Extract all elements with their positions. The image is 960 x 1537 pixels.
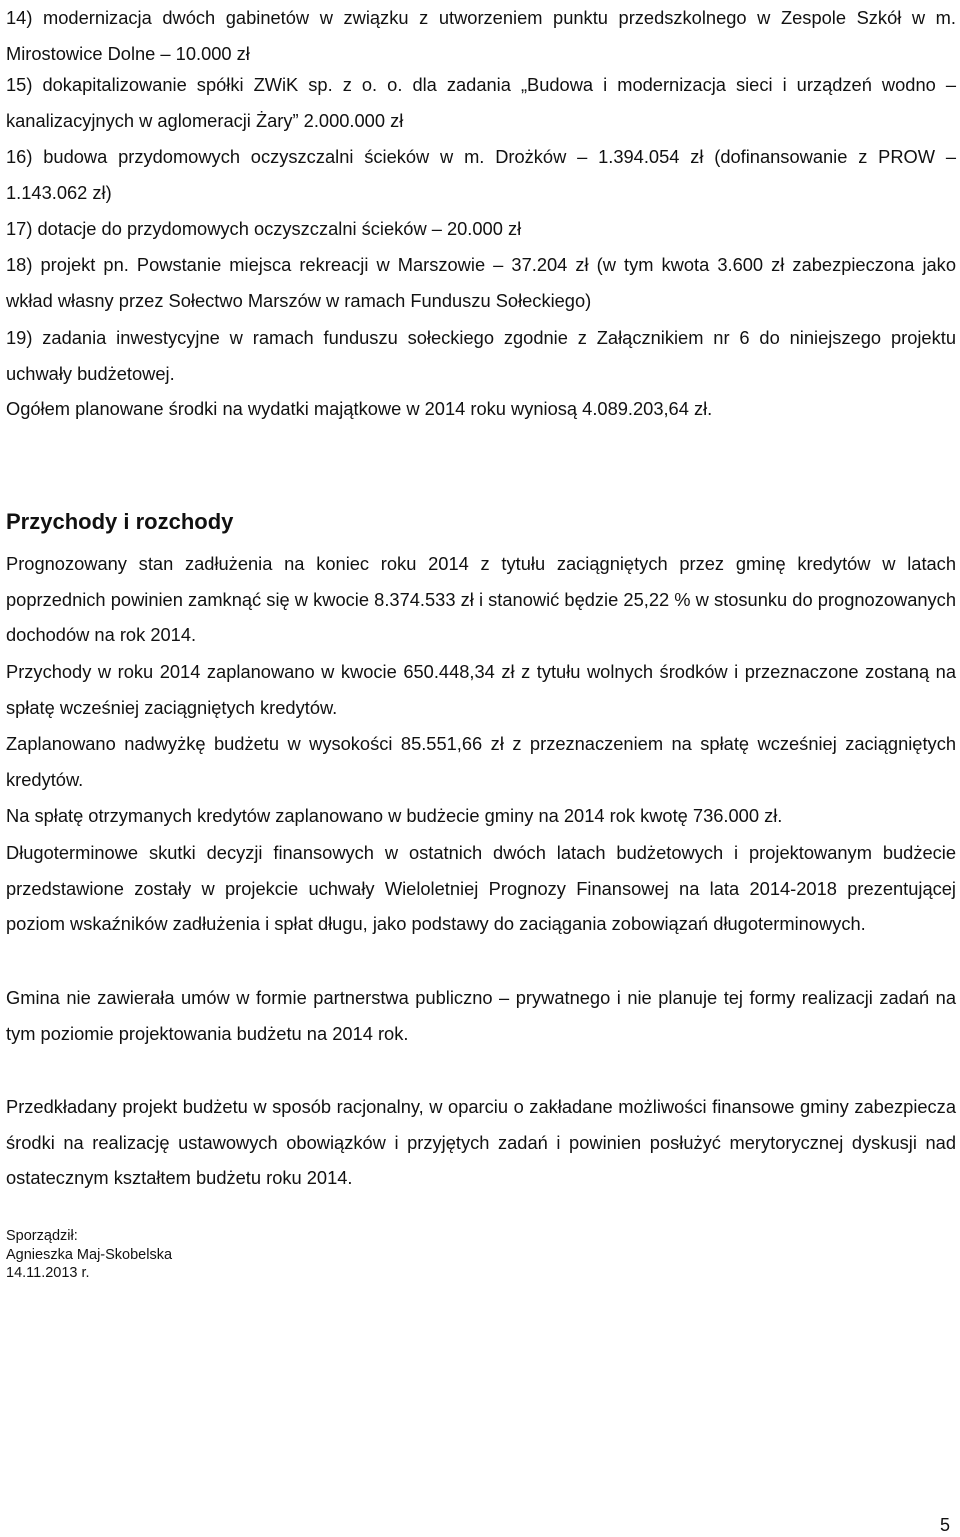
list-item-18: 18) projekt pn. Powstanie miejsca rekreacji w Marszowie – 37.204 zł (w tym kwota 3.600 zł zabezpieczona jako wkład własny przez Sołectwo Marszów w ramach Funduszu Sołeckiego) (6, 254, 956, 311)
section-paragraph: Przychody w roku 2014 zaplanowano w kwocie 650.448,34 zł z tytułu wolnych środków i przeznaczone zostaną na spłatę wcześniej zaciągniętych kredytów. (6, 661, 956, 718)
signature-block (6, 1227, 172, 1283)
section-paragraph: Na spłatę otrzymanych kredytów zaplanowano w budżecie gminy na 2014 rok kwotę 736.000 zł. (6, 805, 783, 826)
section-paragraph: Zaplanowano nadwyżkę budżetu w wysokości 85.551,66 zł z przeznaczeniem na spłatę wcześniej zaciągniętych kredytów. (6, 733, 956, 790)
list-item-19: 19) zadania inwestycyjne w ramach funduszu sołeckiego zgodnie z Załącznikiem nr 6 do niniejszego projektu uchwały budżetowej. (6, 327, 956, 384)
total-line: Ogółem planowane środki na wydatki majątkowe w 2014 roku wyniosą 4.089.203,64 zł. (6, 398, 713, 419)
page-number: 5 (940, 1515, 951, 1535)
list-item-15: 15) dokapitalizowanie spółki ZWiK sp. z o. o. dla zadania „Budowa i modernizacja sieci i urządzeń wodno – kanalizacyjnych w aglomeracji Żary” 2.000.000 zł (6, 74, 956, 131)
section-paragraph: Długoterminowe skutki decyzji finansowych w ostatnich dwóch latach budżetowych i projektowanym budżecie przedstawione zostały w projekcie uchwały Wieloletniej Prognozy Finansowej na lata 2014-2018 prezentującej poziom wskaźników zadłużenia i spłat długu, jako podstawy do zaciągania zobowiązań długoterminowych. (6, 842, 956, 934)
section-title: Przychody i rozchody (6, 509, 234, 534)
section-paragraph: Gmina nie zawierała umów w formie partnerstwa publiczno – prywatnego i nie planuje tej formy realizacji zadań na tym poziomie projektowania budżetu na 2014 rok. (6, 987, 956, 1044)
signature-label: Sporządził: (6, 1228, 78, 1244)
list-item-16: 16) budowa przydomowych oczyszczalni ścieków w m. Drożków – 1.394.054 zł (dofinansowanie z PROW – 1.143.062 zł) (6, 146, 956, 203)
list-item-14: 14) modernizacja dwóch gabinetów w związku z utworzeniem punktu przedszkolnego w Zespole Szkół w m. Mirostowice Dolne – 10.000 zł (6, 7, 956, 64)
list-item-17: 17) dotacje do przydomowych oczyszczalni ścieków – 20.000 zł (6, 218, 522, 239)
signature-name: Agnieszka Maj-Skobelska (6, 1246, 173, 1263)
section-paragraph: Prognozowany stan zadłużenia na koniec roku 2014 z tytułu zaciągniętych przez gminę kredytów w latach poprzednich powinien zamknąć się w kwocie 8.374.533 zł i stanowić będzie 25,22 % w stosunku do prognozowanych dochodów na rok 2014. (6, 553, 956, 645)
signature-date: 14.11.2013 r. (6, 1265, 90, 1281)
closing-paragraph: Przedkładany projekt budżetu w sposób racjonalny, w oparciu o zakładane możliwości finansowe gminy zabezpiecza środki na realizację ustawowych obowiązków i przyjętych zadań i powinien posłużyć merytorycznej dyskusji nad ostatecznym kształtem budżetu roku 2014. (6, 1096, 956, 1188)
